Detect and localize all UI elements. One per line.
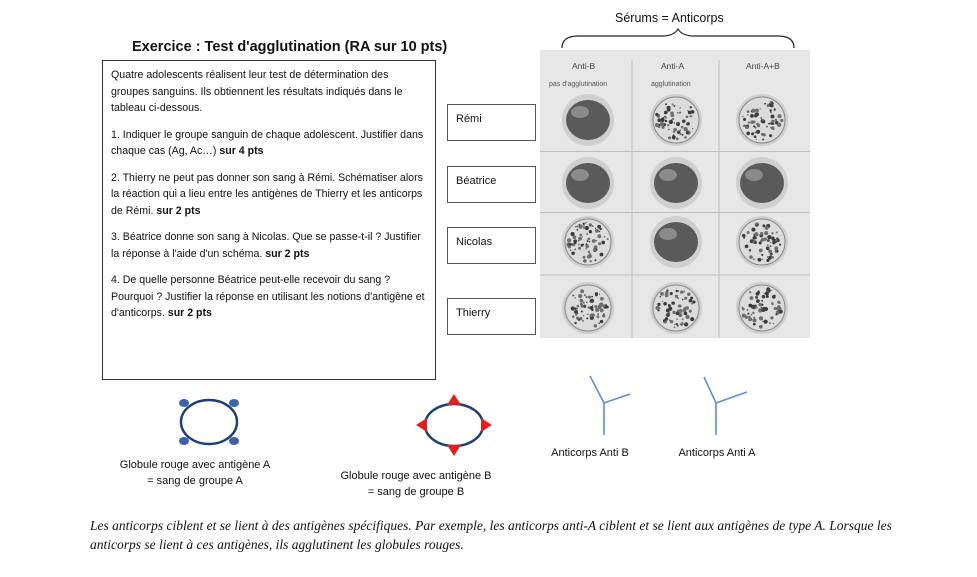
col-anti-ab: Anti-A+B [746,61,780,71]
well-smooth [650,216,702,268]
intro-text: Quatre adolescents réalisent leur test de détermination des groupes sanguins. Ils obtiennent les résultats indiqués dans le tableau ci-dessous. [111,69,403,114]
well-smooth [562,94,614,146]
caption-cell-a: Globule rouge avec antigène A = sang de groupe A [119,459,271,487]
exercise-title: Exercice : Test d'agglutination (RA sur 10 pts) [132,39,448,55]
well-agglutinated [736,282,788,334]
well-agglutinated [562,216,614,268]
agglutination-photo [540,50,810,338]
col-anti-b: Anti-B [572,61,596,71]
well-agglutinated [736,216,788,268]
well-agglutinated [736,94,788,146]
person-remi: Rémi [447,104,536,141]
well-smooth [562,157,614,209]
well-agglutinated [650,282,702,334]
footer-explanation: Les anticorps ciblent et se lient à des antigènes spécifiques. Par exemple, les anticorps anti-A ciblent et se lient aux antigènes de type A. Lorsque les anticorps se lient à ces antigènes, ils agglutinent les globules rouges. [90,518,892,552]
question-2: 2. Thierry ne peut pas donner son sang à Rémi. Schématiser alors la réaction qui a lieu entre les antigènes de Thierry et les anticorps de Rémi. sur 2 pts [111,171,423,217]
person-nicolas: Nicolas [447,227,536,264]
well-agglutinated [562,282,614,334]
person-thierry: Thierry [447,298,536,335]
antibody-anti-b-icon [582,373,632,439]
well-smooth [650,157,702,209]
red-cell-antigen-b-icon [412,393,496,457]
col-anti-a: Anti-A [661,61,685,71]
caption-cell-b: Globule rouge avec antigène B = sang de groupe B [340,470,492,498]
person-beatrice: Béatrice [447,166,536,203]
well-smooth [736,157,788,209]
serums-label: Sérums = Anticorps [615,11,724,25]
note-no-agglutination: pas d'agglutination [549,81,608,88]
note-agglutination: agglutination [651,81,691,88]
antibody-anti-a-icon [697,373,751,439]
caption-antibody-a: Anticorps Anti A [678,447,756,459]
question-1: 1. Indiquer le groupe sanguin de chaque adolescent. Justifier dans chaque cas (Ag, Ac…) sur 4 pts [111,128,424,157]
question-3: 3. Béatrice donne son sang à Nicolas. Que se passe-t-il ? Justifier la réponse à l'aide d'un schéma. sur 2 pts [111,231,421,260]
well-agglutinated [650,94,702,146]
serums-brace [558,28,798,52]
question-4: 4. De quelle personne Béatrice peut-elle recevoir du sang ? Pourquoi ? Justifier la réponse en utilisant les notions d'antigène et d'anticorps. sur 2 pts [111,274,425,319]
caption-antibody-b: Anticorps Anti B [551,447,629,459]
red-cell-antigen-a-icon [172,392,246,452]
questions-box [102,60,436,380]
